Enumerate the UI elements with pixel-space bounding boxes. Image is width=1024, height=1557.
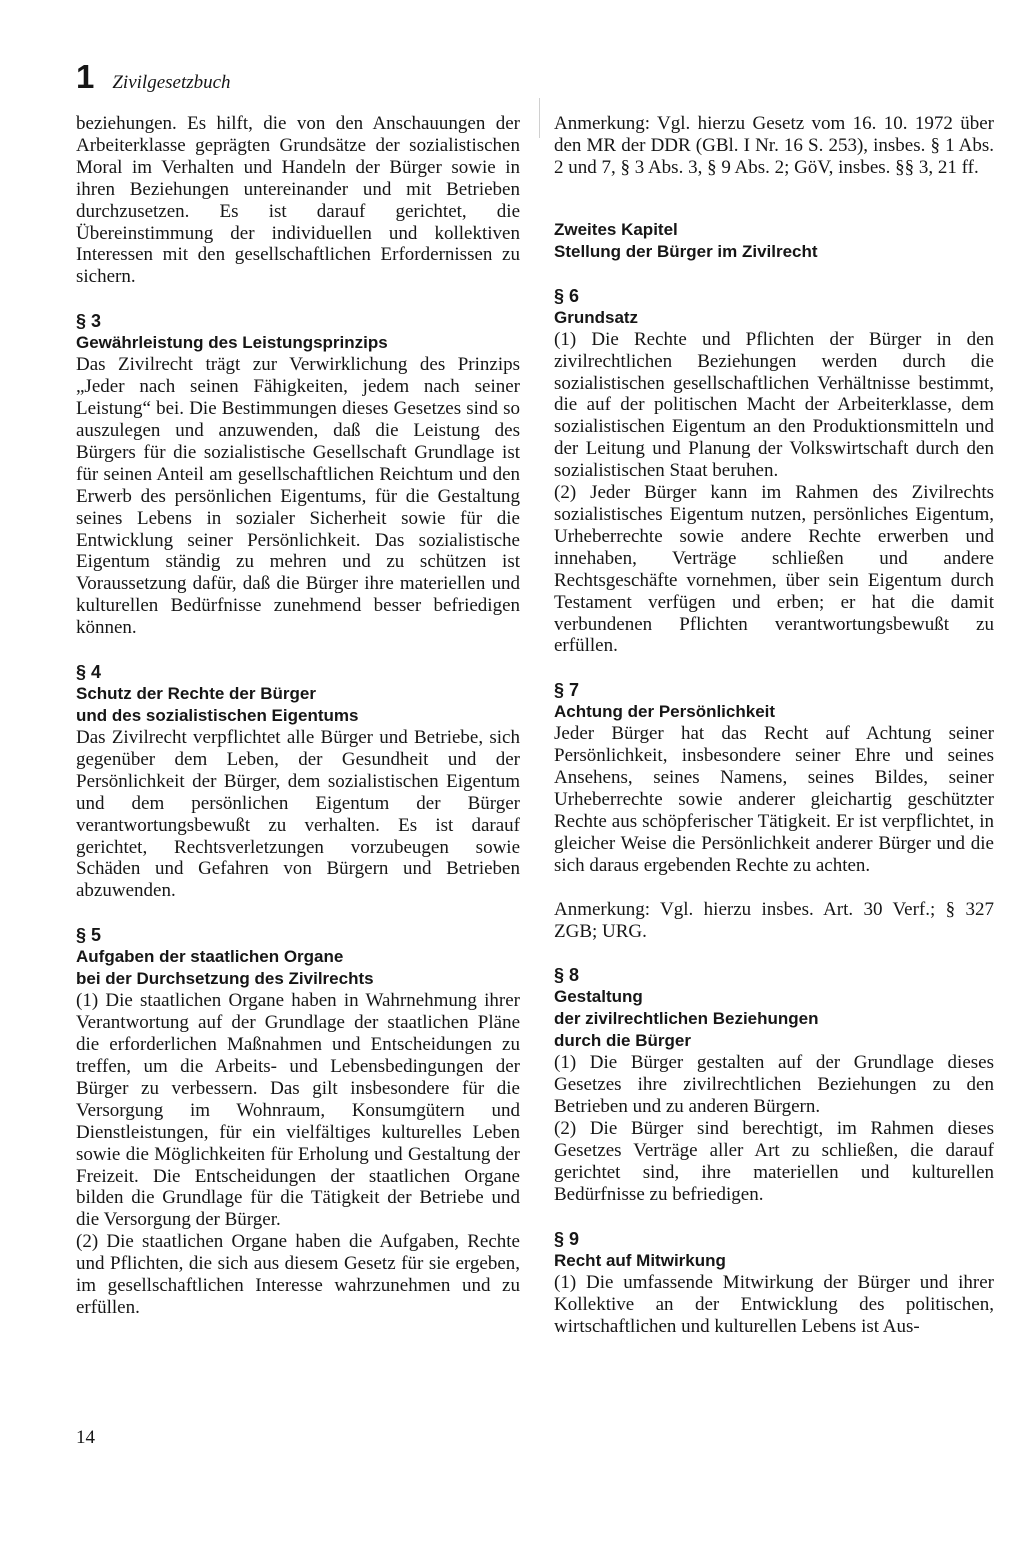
section-9-number: § 9 xyxy=(554,1228,580,1249)
section-5-paragraph-1: (1) Die staatlichen Organe haben in Wahrnehmung ihrer Verantwortung auf der Grundlage der staatlichen Pläne die erforderlichen Maßnahmen und Entscheidungen zu treffen, um die Arbeits- und Lebensbedingungen der Bürger zu verbessern. Das gilt insbesondere für die Versorgung im Wohnraum, Konsumgütern und Dienstleistungen, für ein vielfältiges kulturelles Leben sowie die Möglichkeiten für Erholung und Gestaltung der Freizeit. Die Entscheidungen der staatlichen Organe bilden die Grundlage für die Tätigkeit der Betriebe und die Versorgung der Bürger. xyxy=(76,990,520,1231)
section-6-paragraph-1: (1) Die Rechte und Pflichten der Bürger in den zivilrechtlichen Beziehungen werden durch die sozialistischen gesellschaftlichen Verhältnisse bestimmt, die auf der politischen Macht der Arbeiterklasse, dem sozialistischen Eigentum an den Produktionsmitteln und der Leitung und Planung der Volkswirtschaft durch den sozialistischen Staat beruhen. xyxy=(554,328,994,482)
section-5-paragraph-2: (2) Die staatlichen Organe haben die Aufgaben, Rechte und Pflichten, die sich aus diesem Gesetz für sie ergeben, im gesellschaftlichen Interesse wahrzunehmen und zu erfüllen. xyxy=(76,1231,520,1318)
chapter-heading-line2: Stellung der Bürger im Zivilrecht xyxy=(554,241,818,261)
section-9-title: Recht auf Mitwirkung xyxy=(554,1250,726,1270)
section-7-title: Achtung der Persönlichkeit xyxy=(554,702,776,722)
page-number: 14 xyxy=(76,1427,95,1448)
annotation-note-2: Anmerkung: Vgl. hierzu insbes. Art. 30 Verf.; § 327 ZGB; URG. xyxy=(554,898,994,942)
section-4-title-line2: und des sozialistischen Eigentums xyxy=(76,706,359,726)
section-5-title-line1: Aufgaben der staatlichen Organe xyxy=(76,947,344,967)
section-8-paragraph-2: (2) Die Bürger sind berechtigt, im Rahmen dieses Gesetzes Verträge aller Art zu schließen, die darauf gerichtet sind, ihre materiellen und kulturellen Bedürfnisse zu befriedigen. xyxy=(554,1118,994,1205)
annotation-note-1: Anmerkung: Vgl. hierzu Gesetz vom 16. 10. 1972 über den MR der DDR (GBl. I Nr. 16 S. 253), insbes. § 1 Abs. 2 und 7, § 3 Abs. 3, § 9 Abs. 2; GöV, insbes. §§ 3, 21 ff. xyxy=(554,113,994,178)
section-6-number: § 6 xyxy=(554,285,580,306)
right-column xyxy=(554,113,994,1338)
section-3-title: Gewährleistung des Leistungsprinzips xyxy=(76,333,388,353)
section-6-paragraph-2: (2) Jeder Bürger kann im Rahmen des Zivilrechts sozialistisches Eigentum nutzen, persönliches Eigentum, Urheberrechte sowie andere Rechte erwerben und innehaben, Verträge schließen und andere Rechtsgeschäfte vornehmen, über sein Eigentum durch Testament verfügen und erben; er hat die damit verbundenen Pflichten verantwortungsbewußt zu erfüllen. xyxy=(554,482,994,657)
chapter-number: 1 xyxy=(76,58,95,95)
section-8-title-line1: Gestaltung xyxy=(554,987,643,1007)
left-column xyxy=(76,113,520,1319)
section-8-paragraph-1: (1) Die Bürger gestalten auf der Grundlage dieses Gesetzes ihre zivilrechtlichen Beziehungen zu den Betrieben und zu anderen Bürgern. xyxy=(554,1052,994,1118)
section-7-number: § 7 xyxy=(554,680,580,701)
column-rule xyxy=(539,98,540,138)
section-5-title-line2: bei der Durchsetzung des Zivilrechts xyxy=(76,969,374,989)
section-4-text: Das Zivilrecht verpflichtet alle Bürger und Betriebe, sich gegenüber dem Leben, der Gesundheit und der Persönlichkeit der Bürger, dem sozialistischen Eigentum und dem persönlichen Eigentum der Bürger verantwortungsbewußt zu verhalten. Es ist darauf gerichtet, Rechtsverletzungen vorzubeugen sowie Schäden und Gefahren von Bürgern und Betrieben abzuwenden. xyxy=(76,727,520,902)
chapter-heading-line1: Zweites Kapitel xyxy=(554,219,678,239)
section-4-title-line1: Schutz der Rechte der Bürger xyxy=(76,684,316,704)
section-6-title: Grundsatz xyxy=(554,307,639,327)
section-3-text: Das Zivilrecht trägt zur Verwirklichung des Prinzips „Jeder nach seinen Fähigkeiten, jedem nach seiner Leistung“ bei. Die Bestimmungen dieses Gesetzes sind so auszulegen und anzuwenden, daß die Leistung des Bürgers für die sozialistische Gesellschaft Grundlage ist für seinen Anteil am gesellschaftlichen Reichtum und den Erwerb des persönlichen Eigentums, für die Gestaltung seines Lebens in sozialer Sicherheit sowie für die Entwicklung seiner Persönlichkeit. Das sozialistische Eigentum ständig zu mehren und zu schützen ist Voraussetzung dafür, daß die Bürger ihre materiellen und kulturellen Bedürfnisse zunehmend besser befriedigen können. xyxy=(76,354,520,639)
running-header xyxy=(76,60,231,100)
section-8-number: § 8 xyxy=(554,965,580,986)
section-8-title-line2: der zivilrechtlichen Beziehungen xyxy=(554,1009,819,1029)
section-8-title-line3: durch die Bürger xyxy=(554,1031,691,1051)
section-4-number: § 4 xyxy=(76,662,102,683)
section-9-paragraph-1: (1) Die umfassende Mitwirkung der Bürger und ihrer Kollektive an der Entwicklung des politischen, wirtschaftlichen und kulturellen Lebens ist Aus- xyxy=(554,1271,994,1337)
section-5-number: § 5 xyxy=(76,925,102,946)
section-7-text: Jeder Bürger hat das Recht auf Achtung seiner Persönlichkeit, insbesondere seiner Ehre und seines Ansehens, seines Namens, seines Bildes, seiner Urheberrechte sowie anderer gleichartig geschützter Rechte aus schöpferischer Tätigkeit. Er ist verpflichtet, in gleicher Weise die Persönlichkeit anderer Bürger und die sich daraus ergebenden Rechte zu achten. xyxy=(554,723,994,876)
intro-paragraph: beziehungen. Es hilft, die von den Anschauungen der Arbeiterklasse geprägten Grundsätze der sozialistischen Moral im Verhalten und Handeln der Bürger sowie in ihren Beziehungen untereinander und mit Betrieben durchzusetzen. Es ist darauf gerichtet, die Übereinstimmung der individuellen und kollektiven Interessen mit den gesellschaftlichen Erfordernissen zu sichern. xyxy=(76,113,520,288)
book-title: Zivilgesetzbuch xyxy=(112,72,231,93)
section-3-number: § 3 xyxy=(76,311,102,332)
